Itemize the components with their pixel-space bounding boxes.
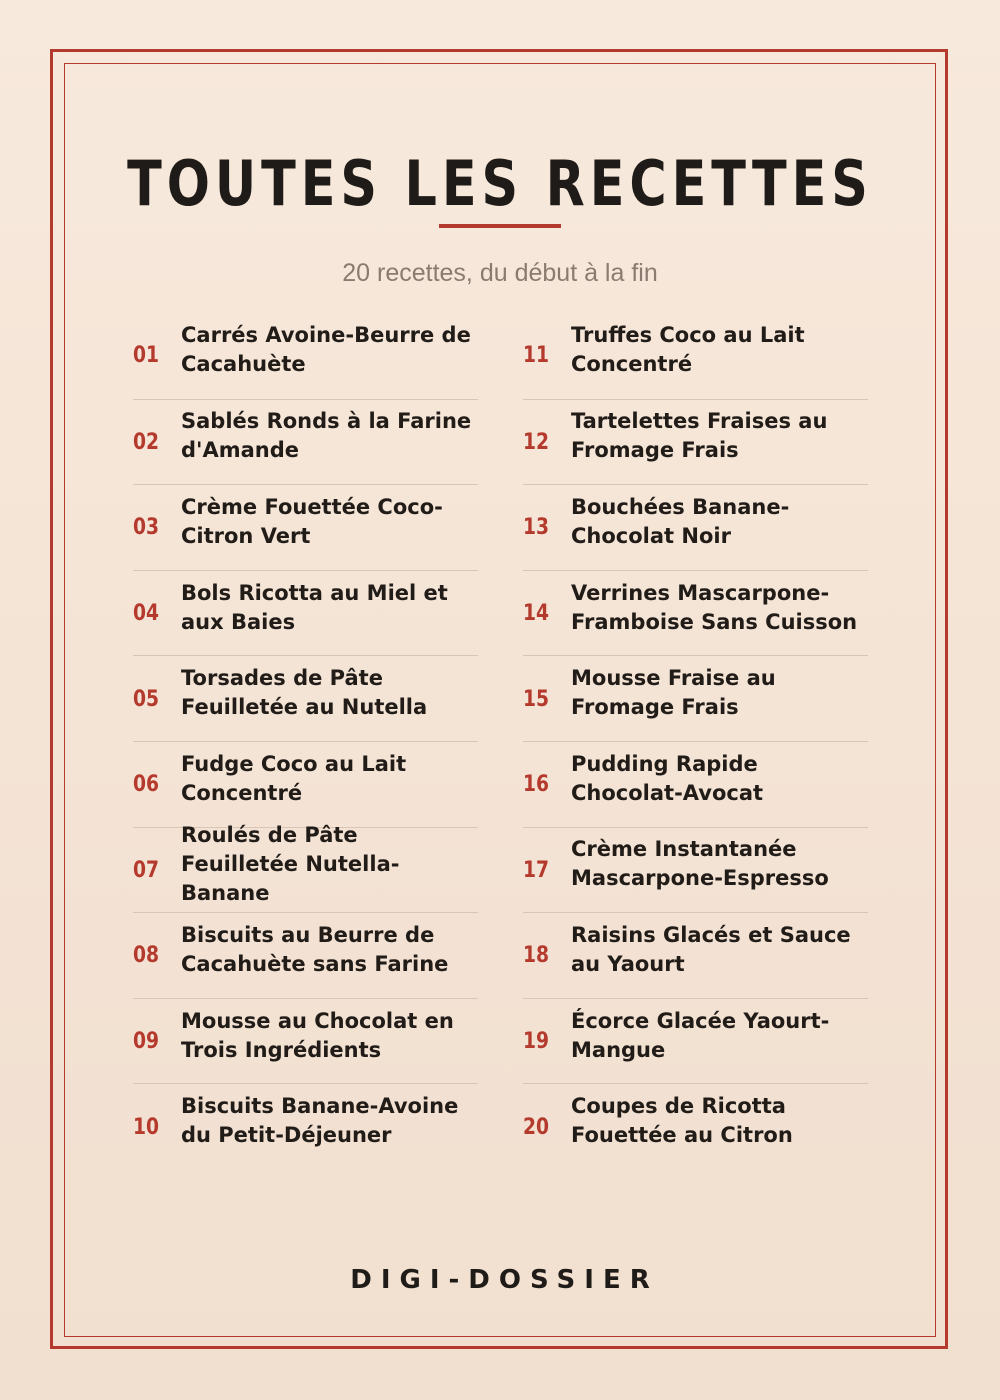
recipe-number: 08 [133, 943, 160, 969]
recipe-number: 19 [523, 1029, 550, 1055]
recipe-number: 06 [133, 772, 160, 798]
recipe-name: Fudge Coco au Lait Concentré [181, 751, 407, 805]
recipe-column-left [133, 313, 478, 1169]
recipe-item [523, 399, 868, 485]
recipe-item [523, 655, 868, 741]
recipe-number: 01 [133, 343, 160, 369]
recipe-name: Crème Fouettée Coco-Citron Vert [181, 494, 443, 548]
recipe-name: Raisins Glacés et Sauce au Yaourt [571, 922, 851, 976]
recipe-name: Biscuits Banane-Avoine du Petit-Déjeuner [181, 1094, 459, 1148]
recipe-number: 17 [523, 857, 550, 883]
recipe-column-right [523, 313, 868, 1169]
recipe-item [133, 399, 478, 485]
recipe-name: Bouchées Banane-Chocolat Noir [571, 494, 790, 548]
recipe-number: 05 [133, 686, 160, 712]
recipe-name: Crème Instantanée Mascarpone-Espresso [571, 837, 829, 891]
recipe-name: Écorce Glacée Yaourt-Mangue [571, 1008, 830, 1062]
recipe-name: Verrines Mascarpone-Framboise Sans Cuisson [571, 580, 858, 634]
recipe-name: Biscuits au Beurre de Cacahuète sans Farine [181, 922, 449, 976]
recipe-name: Roulés de Pâte Feuilletée Nutella-Banane [181, 822, 400, 905]
recipe-item [133, 741, 478, 827]
recipe-number: 11 [523, 343, 550, 369]
recipe-number: 04 [133, 601, 160, 627]
recipe-name: Carrés Avoine-Beurre de Cacahuète [181, 322, 471, 376]
page-title: TOUTES LES RECETTES [127, 147, 873, 220]
recipe-name: Bols Ricotta au Miel et aux Baies [181, 580, 448, 634]
recipe-number: 15 [523, 686, 550, 712]
recipe-number: 18 [523, 943, 550, 969]
recipe-number: 02 [133, 429, 160, 455]
recipe-name: Sablés Ronds à la Farine d'Amande [181, 409, 472, 463]
recipe-name: Torsades de Pâte Feuilletée au Nutella [181, 666, 428, 720]
recipe-name: Mousse Fraise au Fromage Frais [571, 666, 776, 720]
recipe-item [133, 313, 478, 399]
brand-footer: DIGI-DOSSIER [350, 1265, 659, 1295]
recipe-number: 03 [133, 515, 160, 541]
recipe-item [133, 570, 478, 656]
recipe-number: 14 [523, 601, 550, 627]
recipe-item [523, 998, 868, 1084]
recipe-number: 20 [523, 1114, 550, 1140]
recipe-number: 10 [133, 1114, 160, 1140]
recipe-name: Tartelettes Fraises au Fromage Frais [571, 409, 828, 463]
recipe-number: 12 [523, 429, 550, 455]
recipe-item [133, 484, 478, 570]
recipe-item [523, 912, 868, 998]
recipe-name: Pudding Rapide Chocolat-Avocat [571, 751, 764, 805]
recipe-number: 09 [133, 1029, 160, 1055]
recipe-item [523, 827, 868, 913]
recipe-item [523, 484, 868, 570]
recipe-item [133, 1083, 478, 1169]
page-subtitle: 20 recettes, du début à la fin [342, 259, 658, 287]
recipe-number: 13 [523, 515, 550, 541]
recipe-item [523, 1083, 868, 1169]
recipe-name: Truffes Coco au Lait Concentré [571, 322, 805, 376]
recipe-item [133, 822, 478, 913]
title-underline [439, 224, 561, 228]
recipe-item [133, 655, 478, 741]
recipe-item [523, 313, 868, 399]
recipe-number: 16 [523, 772, 550, 798]
recipe-item [523, 570, 868, 656]
recipe-name: Mousse au Chocolat en Trois Ingrédients [181, 1008, 454, 1062]
recipe-number: 07 [133, 857, 160, 883]
recipe-item [133, 912, 478, 998]
recipe-item [523, 741, 868, 827]
recipe-name: Coupes de Ricotta Fouettée au Citron [571, 1094, 793, 1148]
recipe-item [133, 998, 478, 1084]
